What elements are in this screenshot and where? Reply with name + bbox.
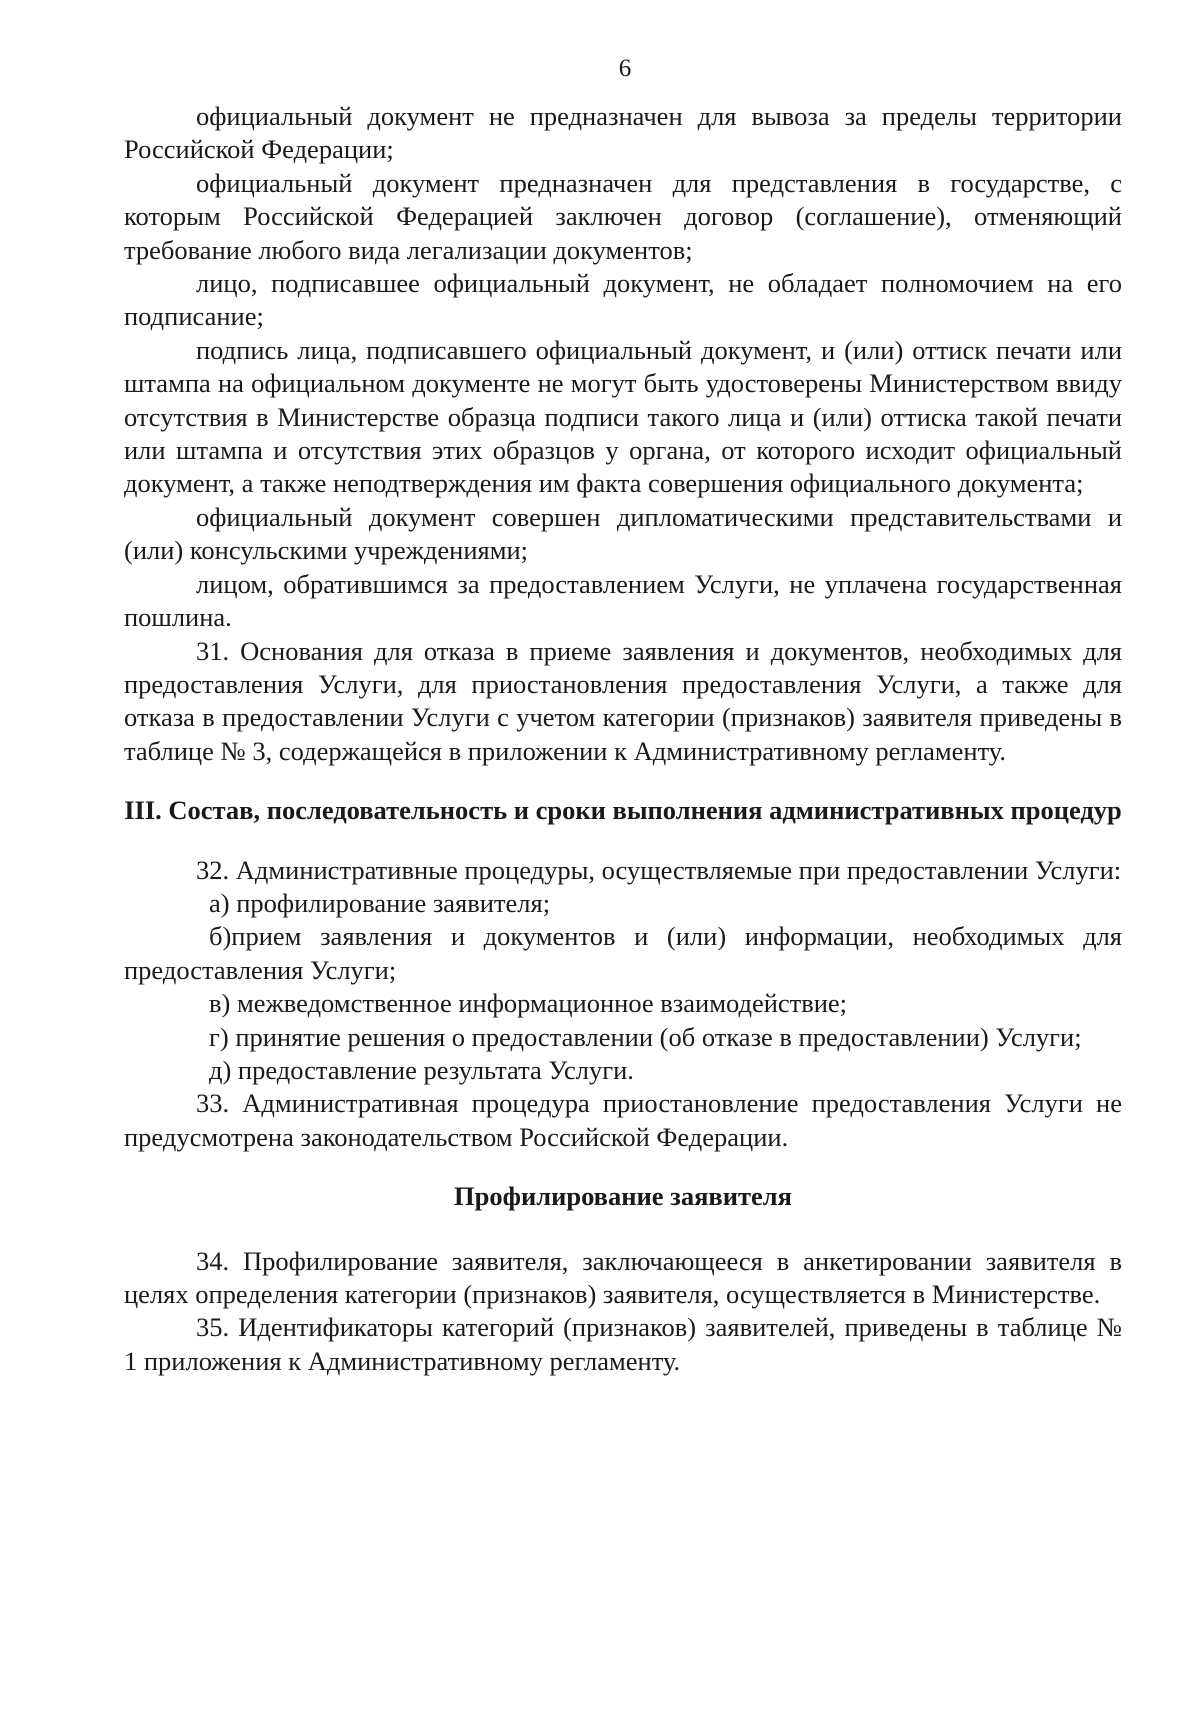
list-item-v: в) межведомственное информационное взаимодействие;	[209, 988, 848, 1019]
list-item-d: д) предоставление результата Услуги.	[209, 1054, 634, 1085]
section-heading: III. Состав, последовательность и сроки выполнения административных процедур	[124, 795, 1122, 826]
paragraph-signature-not-verifiable: подпись лица, подписавшего официальный документ, и (или) оттиск печати или штампа на официальном документе не могут быть удостоверены Министерством ввиду отсутствия в Министерстве образца подписи такого лица и (или) оттиска такой печати или штампа и отсутствия этих образцов у органа, от которого исходит официальный документ, а также неподтверждения им факта совершения официального документа;	[124, 334, 1122, 499]
paragraph-diplomatic-missions: официальный документ совершен дипломатическими представительствами и (или) консульскими учреждениями;	[124, 501, 1122, 566]
paragraph-fee-not-paid: лицом, обратившимся за предоставлением Услуги, не уплачена государственная пошлина.	[124, 568, 1122, 633]
paragraph-not-for-export: официальный документ не предназначен для вывоза за пределы территории Российской Федерации;	[124, 101, 1122, 165]
paragraph-legalization-treaty: официальный документ предназначен для представления в государстве, с которым Российской Федерацией заключен договор (соглашение), отменяющий требование любого вида легализации документов;	[124, 167, 1122, 265]
document-page	[124, 52, 1122, 1378]
paragraph-33-suspension: 33. Административная процедура приостановление предоставления Услуги не предусмотрена законодательством Российской Федерации.	[124, 1088, 1122, 1152]
paragraph-32-procedures: 32. Административные процедуры, осуществляемые при предоставлении Услуги:	[196, 854, 1122, 885]
list-item-a: а) профилирование заявителя;	[209, 887, 551, 918]
paragraph-34-profiling: 34. Профилирование заявителя, заключающееся в анкетировании заявителя в целях определения категории (признаков) заявителя, осуществляется в Министерстве.	[124, 1245, 1122, 1309]
page-number: 6	[618, 55, 632, 82]
subheading-block	[124, 1180, 1122, 1213]
paragraph-no-authority: лицо, подписавшее официальный документ, не обладает полномочием на его подписание;	[124, 268, 1122, 332]
list-item-g: г) принятие решения о предоставлении (об отказе в предоставлении) Услуги;	[209, 1021, 1082, 1052]
section-heading-block	[124, 794, 1122, 827]
paragraph-31-refusal-grounds: 31. Основания для отказа в приеме заявления и документов, необходимых для предоставления Услуги, для приостановления предоставления Услуги, а также для отказа в предоставлении Услуги с учетом категории (признаков) заявителя приведены в таблице № 3, содержащейся в приложении к Административному регламенту.	[124, 635, 1122, 766]
subheading-profiling: Профилирование заявителя	[454, 1181, 792, 1212]
paragraph-35-identifiers: 35. Идентификаторы категорий (признаков) заявителей, приведены в таблице № 1 приложения к Административному регламенту.	[124, 1312, 1122, 1376]
list-item-b: б)прием заявления и документов и (или) информации, необходимых для предоставления Услуги;	[124, 921, 1122, 985]
